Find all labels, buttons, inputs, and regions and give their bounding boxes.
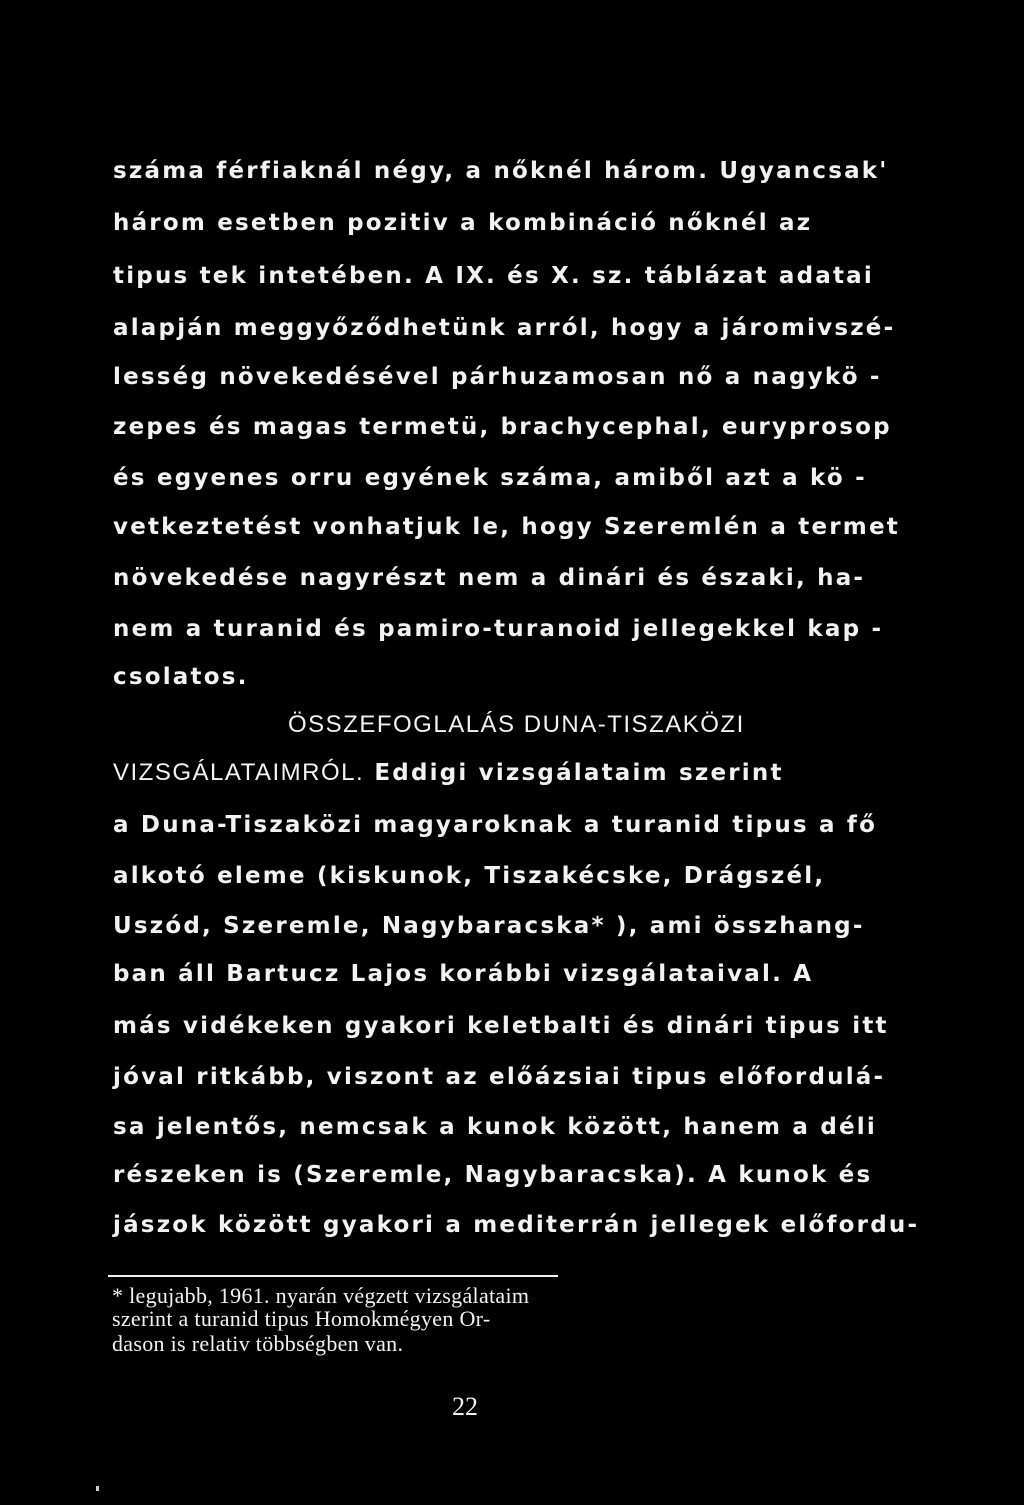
footnote-line-3: dason is relativ többségben van. (112, 1331, 404, 1356)
text-line-10: nem a turanid és pamiro-turanoid jellegekkel kap - (113, 616, 884, 642)
section-heading-continued: VIZSGÁLATAIMRÓL. (113, 759, 365, 786)
footnote-line-1: * legujabb, 1961. nyarán végzett vizsgálataim (112, 1283, 530, 1308)
text-line-9: növekedése nagyrészt nem a dinári és északi, ha- (113, 565, 866, 591)
text-line-13: a Duna-Tiszaközi magyaroknak a turanid tipus a fő (113, 812, 878, 838)
section-heading: ÖSSZEFOGLALÁS DUNA-TISZAKÖZI (288, 711, 745, 738)
text-line-11: csolatos. (113, 664, 249, 690)
scan-speck (96, 1486, 99, 1491)
text-line-5: lesség növekedésével párhuzamosan nő a nagykö - (113, 364, 882, 390)
text-line-4: alapján meggyőződhetünk arról, hogy a járomivszé- (113, 315, 896, 341)
footnote-separator (108, 1275, 558, 1277)
text-line-17: más vidékeken gyakori keletbalti és dinári tipus itt (113, 1013, 889, 1039)
text-line-2: három esetben pozitiv a kombináció nőknél az (113, 210, 813, 236)
text-line-8: vetkeztetést vonhatjuk le, hogy Szeremlén a termet (113, 514, 900, 540)
footnote-line-2: szerint a turanid tipus Homokmégyen Or- (112, 1306, 491, 1331)
text-line-16: ban áll Bartucz Lajos korábbi vizsgálataival. A (113, 961, 814, 987)
text-line-12: Eddigi vizsgálataim szerint (374, 760, 784, 786)
text-line-6: zepes és magas termetü, brachycephal, euryprosop (113, 414, 892, 440)
text-line-1: száma férfiaknál négy, a nőknél három. Ugyancsak' (113, 158, 889, 184)
text-line-14: alkotó eleme (kiskunok, Tiszakécske, Drágszél, (113, 863, 826, 889)
text-line-18: jóval ritkább, viszont az előázsiai tipus előfordulá- (113, 1064, 886, 1090)
text-line-20: részeken is (Szeremle, Nagybaracska). A kunok és (113, 1162, 873, 1188)
page-number: 22 (452, 1392, 478, 1421)
text-line-19: sa jelentős, nemcsak a kunok között, hanem a déli (113, 1114, 877, 1140)
text-line-21: jászok között gyakori a mediterrán jellegek előfordu- (113, 1212, 920, 1238)
text-line-15: Uszód, Szeremle, Nagybaracska* ), ami összhang- (113, 913, 865, 939)
text-line-7: és egyenes orru egyének száma, amiből azt a kö - (113, 465, 867, 491)
heading-continuation-line (113, 758, 784, 788)
text-line-3: tipus tek intetében. A IX. és X. sz. táblázat adatai (113, 263, 874, 289)
